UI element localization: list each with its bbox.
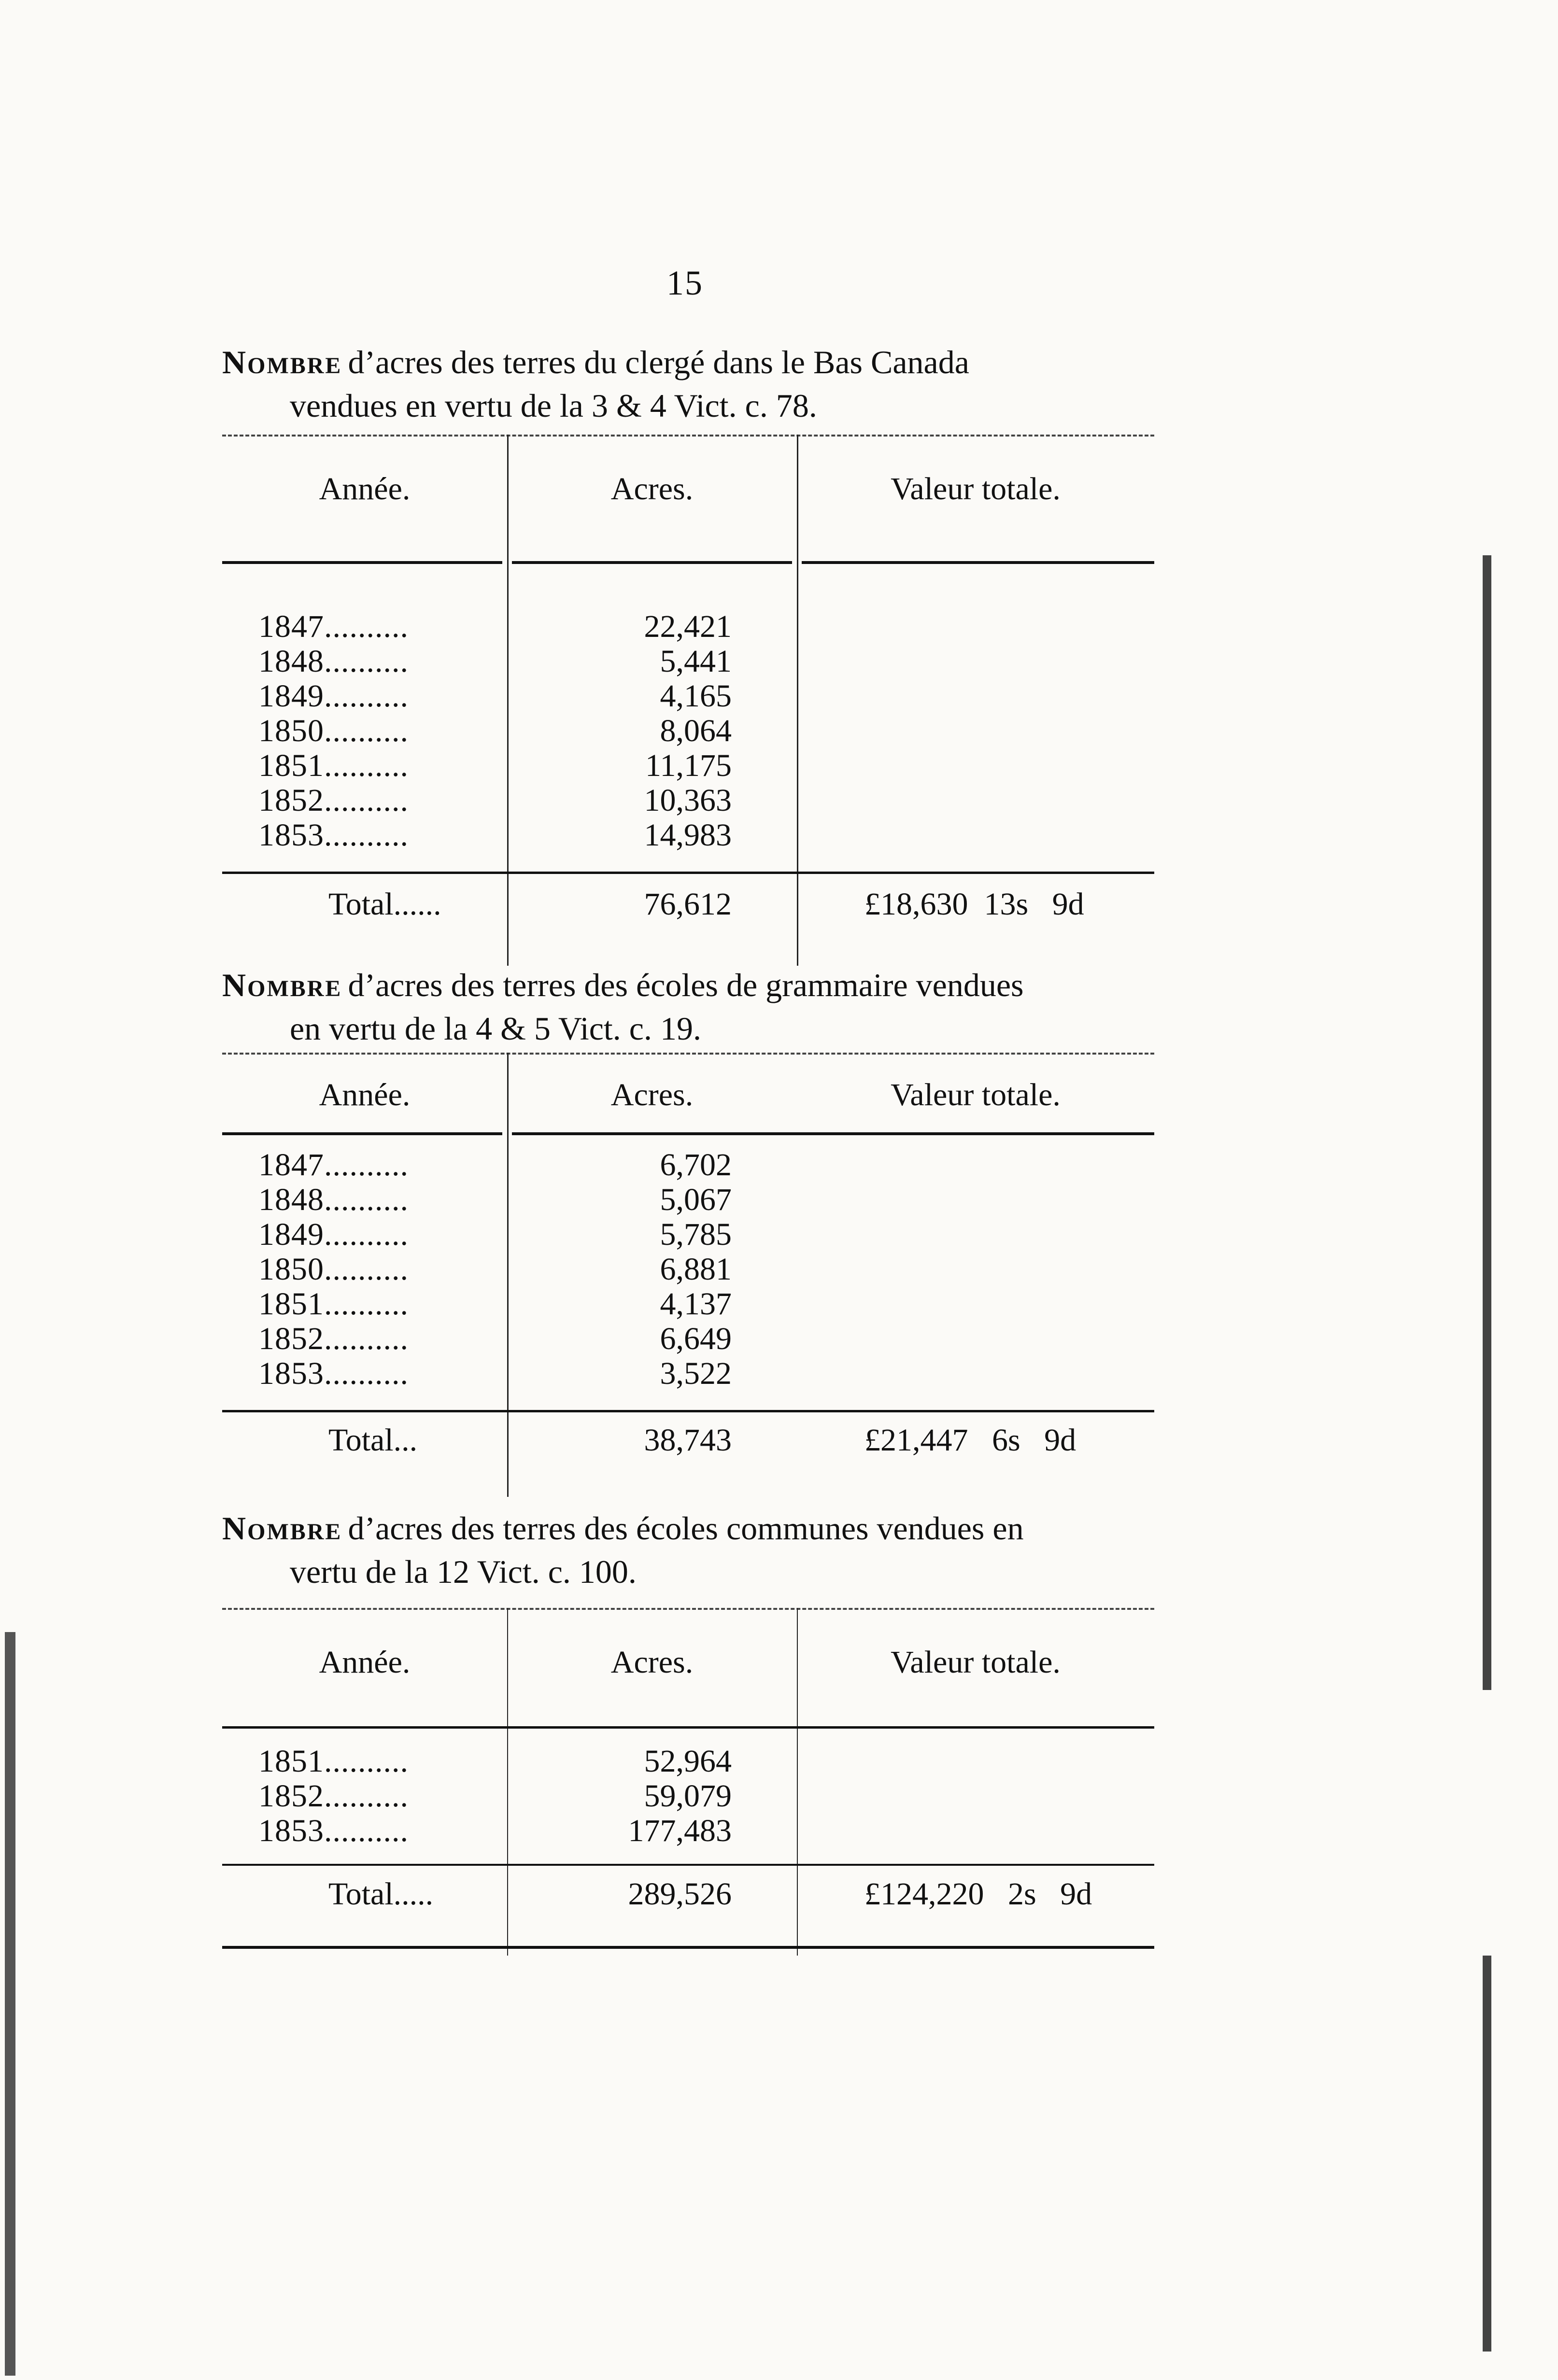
header-rule [512, 1132, 1154, 1135]
table-row [222, 608, 1154, 643]
row-acres: 52,964 [644, 1744, 732, 1779]
table-row [222, 678, 1154, 713]
total-rule [222, 1410, 1154, 1412]
table-row [222, 1286, 1154, 1321]
title-line-2: vendues en vertu de la 3 & 4 Vict. c. 78. [290, 387, 817, 424]
row-acres: 59,079 [644, 1778, 732, 1814]
binding-edge-right [1483, 555, 1491, 1690]
header-year: Année. [319, 1077, 411, 1113]
table-row [222, 1182, 1154, 1216]
row-acres: 5,067 [660, 1182, 732, 1217]
row-acres: 11,175 [645, 748, 732, 783]
table-bottom-rule [222, 1946, 1154, 1949]
table-grammar-schools [222, 1053, 1154, 1497]
row-year: 1847.......... [258, 609, 409, 644]
row-year: 1850.......... [258, 1252, 409, 1287]
row-acres: 4,137 [660, 1286, 732, 1322]
row-acres: 14,983 [644, 817, 732, 853]
row-acres: 177,483 [628, 1813, 732, 1848]
row-acres: 10,363 [644, 783, 732, 818]
table-body [222, 608, 1154, 852]
table-row [222, 1743, 1154, 1778]
table-row [222, 713, 1154, 747]
header-acres: Acres. [610, 1077, 694, 1113]
binding-edge-right-lower [1483, 1956, 1491, 2352]
row-acres: 6,702 [660, 1147, 732, 1183]
header-value: Valeur totale. [891, 1077, 1061, 1113]
title-text: d’acres des terres des écoles de grammaire vendues [348, 967, 1024, 1003]
table-row [222, 1251, 1154, 1286]
table-row [222, 643, 1154, 678]
table-common-schools [222, 1608, 1154, 1956]
row-acres: 8,064 [660, 713, 732, 748]
table-row [222, 1813, 1154, 1847]
total-label: Total..... [328, 1876, 434, 1912]
row-year: 1847.......... [258, 1147, 409, 1183]
total-label: Total... [328, 1422, 418, 1458]
table-row [222, 782, 1154, 817]
total-acres: 38,743 [644, 1422, 732, 1458]
header-rule [222, 1726, 1154, 1729]
total-rule [222, 872, 1154, 874]
table-row [222, 817, 1154, 852]
total-value: £18,630 13s 9d [864, 887, 1084, 922]
header-rule [802, 561, 1154, 564]
table-row [222, 1216, 1154, 1251]
title-text: d’acres des terres des écoles communes vendues en [348, 1510, 1024, 1547]
title-lead: Nombre [222, 1510, 342, 1547]
row-year: 1848.......... [258, 1182, 409, 1217]
row-year: 1851.......... [258, 1744, 409, 1779]
header-rule [222, 1132, 502, 1135]
table-row [222, 1321, 1154, 1355]
row-acres: 5,441 [660, 644, 732, 679]
row-year: 1852.......... [258, 783, 409, 818]
row-year: 1852.......... [258, 1778, 409, 1814]
total-label: Total...... [328, 887, 441, 922]
row-year: 1850.......... [258, 713, 409, 748]
header-value: Valeur totale. [891, 471, 1061, 507]
header-rule [512, 561, 792, 564]
title-text: d’acres des terres du clergé dans le Bas Canada [348, 344, 969, 380]
row-acres: 3,522 [660, 1356, 732, 1391]
table-body [222, 1743, 1154, 1847]
table-body [222, 1147, 1154, 1390]
row-year: 1852.......... [258, 1321, 409, 1356]
title-lead: Nombre [222, 967, 342, 1003]
row-year: 1848.......... [258, 644, 409, 679]
title-line-2: en vertu de la 4 & 5 Vict. c. 19. [290, 1010, 701, 1047]
title-line-2: vertu de la 12 Vict. c. 100. [290, 1553, 637, 1590]
total-value: £21,447 6s 9d [864, 1422, 1076, 1458]
header-rule [222, 561, 502, 564]
table-title-grammar-schools [222, 963, 1164, 1050]
total-acres: 289,526 [628, 1876, 732, 1912]
table-top-rule [222, 1053, 1154, 1055]
header-acres: Acres. [610, 471, 694, 507]
row-year: 1849.......... [258, 1217, 409, 1252]
row-year: 1853.......... [258, 1356, 409, 1391]
table-title-common-schools [222, 1507, 1164, 1593]
row-acres: 22,421 [644, 609, 732, 644]
page-number: 15 [666, 264, 703, 302]
header-year: Année. [319, 1645, 411, 1680]
total-rule [222, 1864, 1154, 1866]
row-acres: 6,649 [660, 1321, 732, 1356]
table-row [222, 1778, 1154, 1813]
row-acres: 4,165 [660, 678, 732, 714]
row-year: 1851.......... [258, 748, 409, 783]
row-year: 1853.......... [258, 1813, 409, 1848]
header-acres: Acres. [610, 1645, 694, 1680]
table-row [222, 747, 1154, 782]
header-value: Valeur totale. [891, 1645, 1061, 1680]
total-value: £124,220 2s 9d [864, 1876, 1092, 1912]
row-year: 1849.......... [258, 678, 409, 714]
row-acres: 5,785 [660, 1217, 732, 1252]
binding-edge-left [5, 1632, 15, 2376]
row-acres: 6,881 [660, 1252, 732, 1287]
table-top-rule [222, 435, 1154, 437]
total-acres: 76,612 [644, 887, 732, 922]
title-lead: Nombre [222, 344, 342, 380]
header-year: Année. [319, 471, 411, 507]
table-top-rule [222, 1608, 1154, 1610]
row-year: 1853.......... [258, 817, 409, 853]
table-row [222, 1147, 1154, 1182]
table-clergy-lands [222, 435, 1154, 966]
table-title-clergy-lands [222, 340, 1164, 427]
row-year: 1851.......... [258, 1286, 409, 1322]
table-row [222, 1355, 1154, 1390]
